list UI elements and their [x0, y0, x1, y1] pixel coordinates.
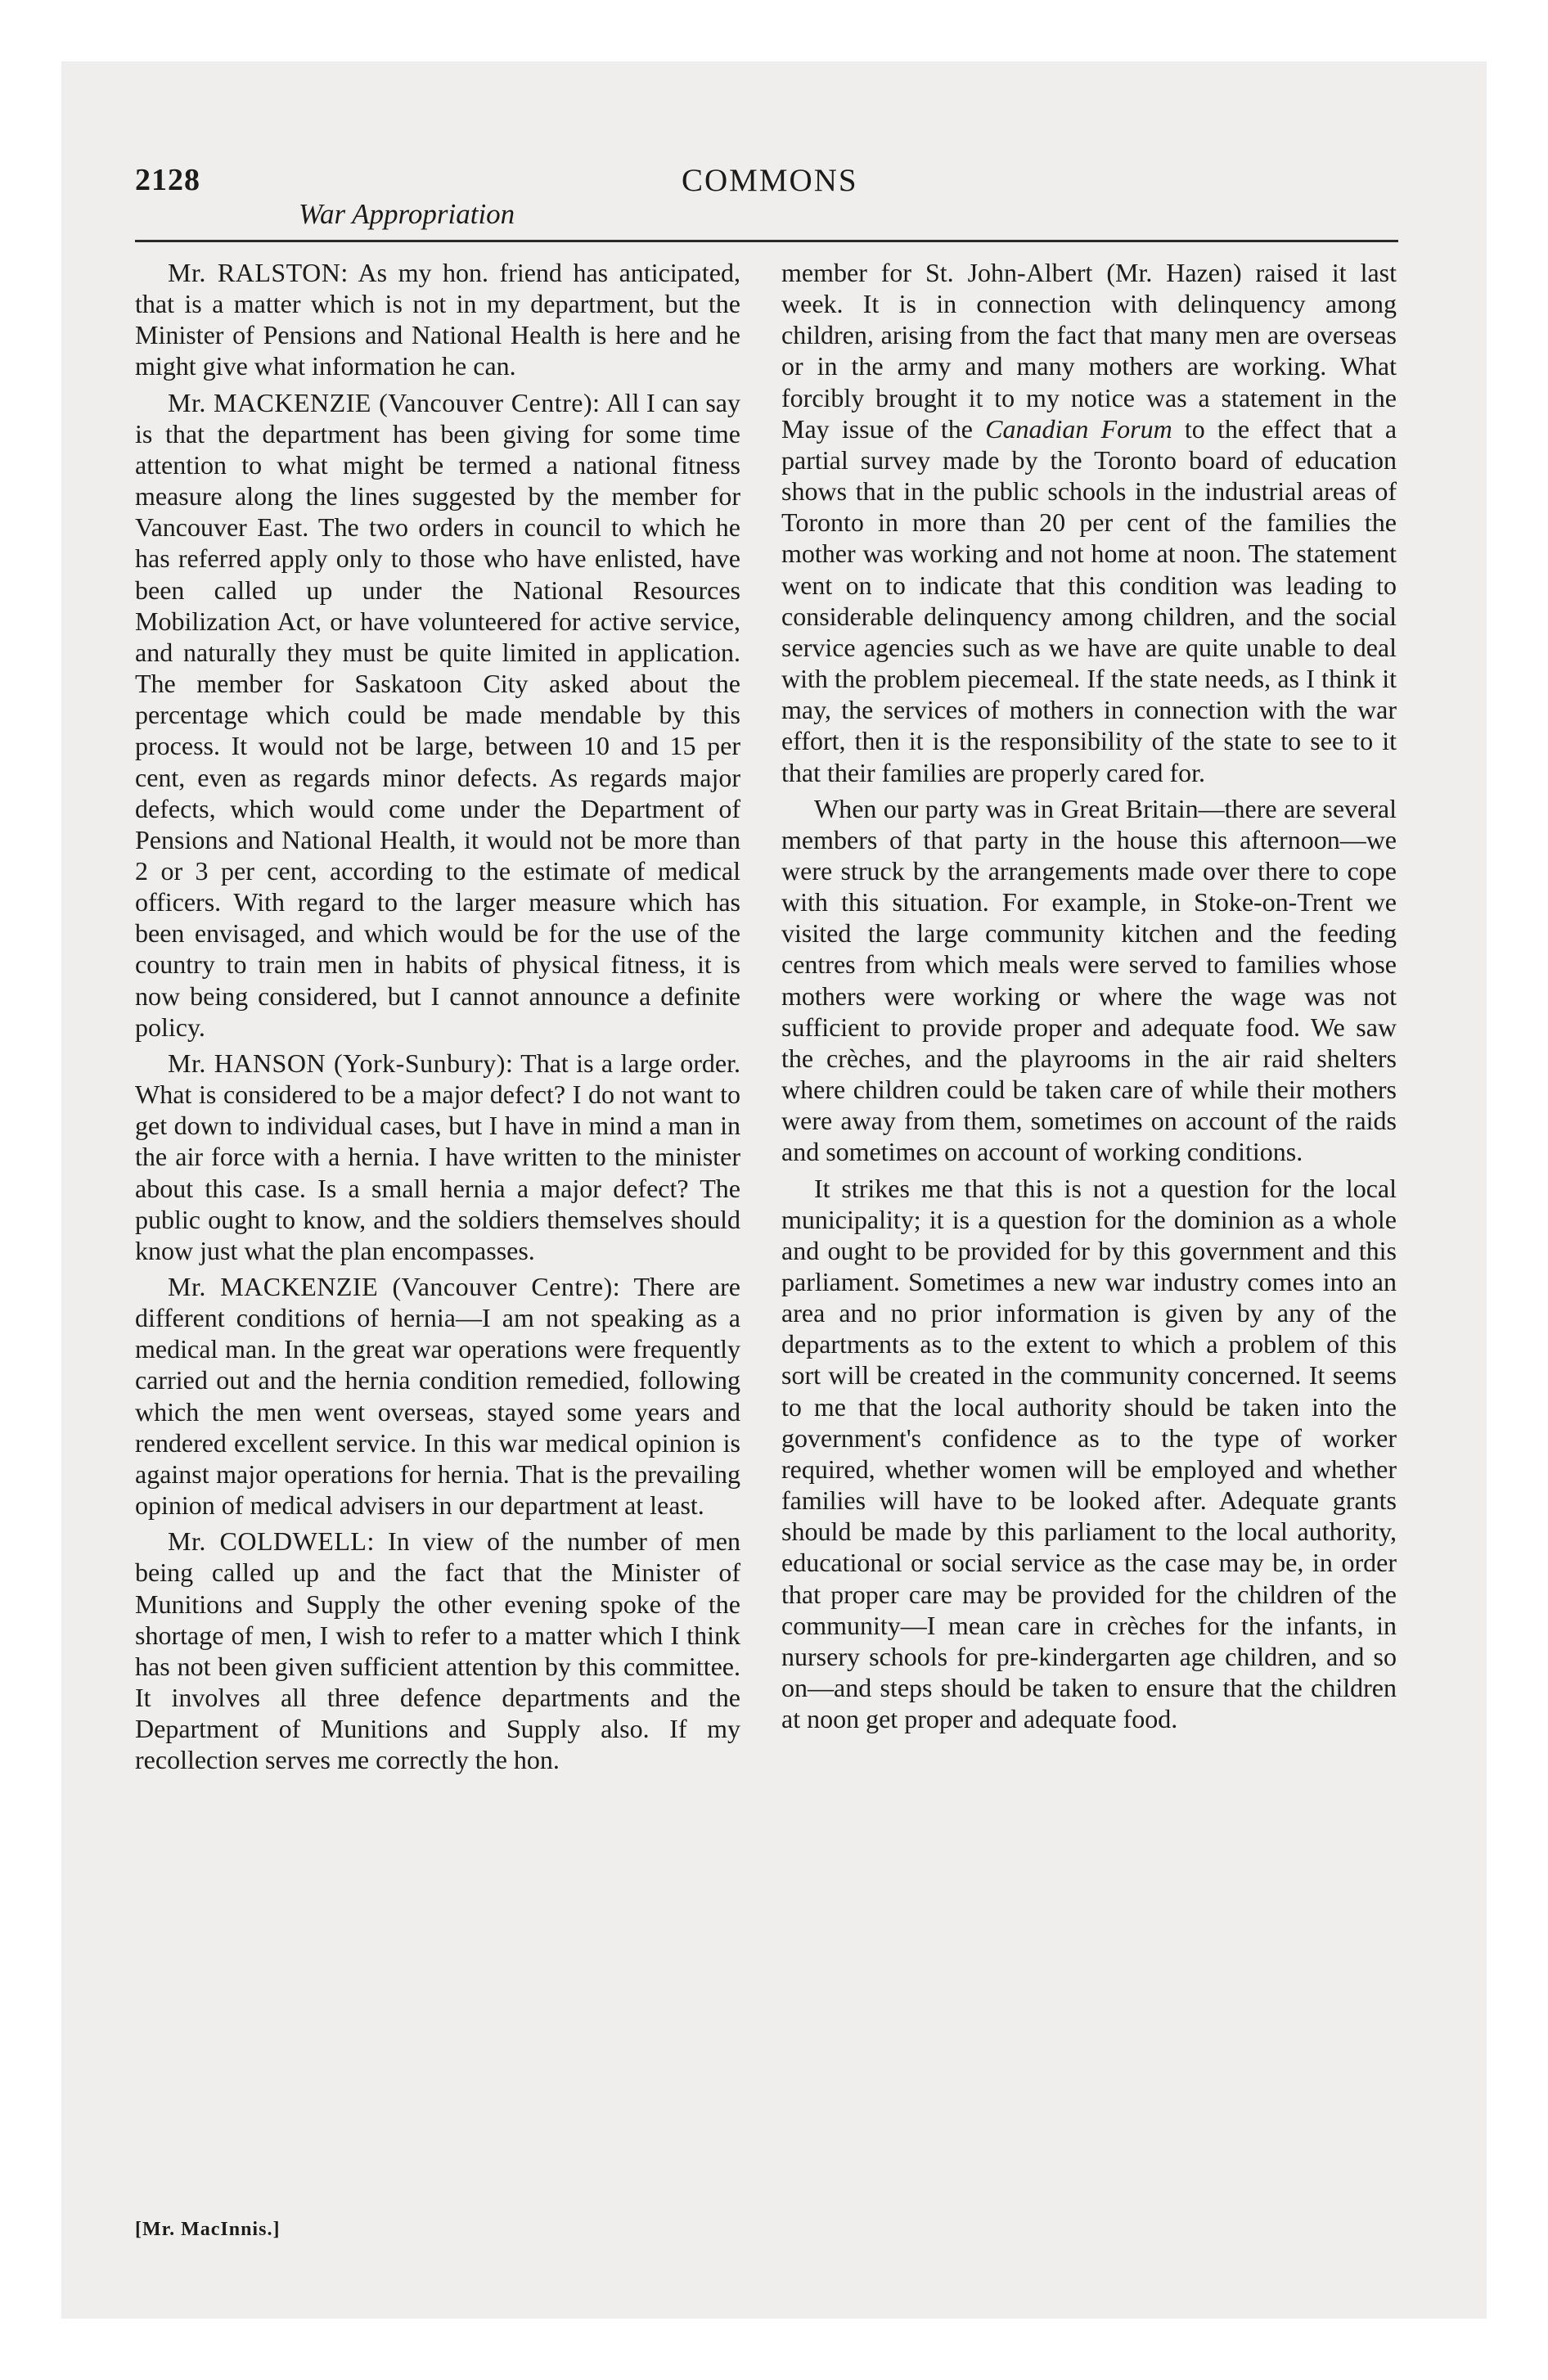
paragraph — [135, 1526, 740, 1775]
paragraph — [135, 1048, 740, 1266]
paragraph — [135, 1271, 740, 1521]
publication-title: Canadian Forum — [985, 413, 1172, 444]
paragraph — [135, 257, 740, 382]
running-title: War Appropriation — [299, 198, 515, 230]
speaker-name: Mr. MACKENZIE (Vancouver Centre): — [168, 387, 601, 417]
speaker-name: Mr. RALSTON: — [168, 258, 349, 287]
speaker-name: Mr. COLDWELL: — [168, 1526, 375, 1557]
speech-text: There are different conditions of hernia—I am not speaking as a medical man. In the great war operations were frequently carried out and the hernia condition remedied, following which the men went overseas, stayed some years and rendered excellent service. In this war medical opinion is against major operations for hernia. That is the prevailing opinion of medical advisers in our department at least. — [135, 1272, 741, 1521]
paragraph — [135, 387, 740, 1043]
speech-text: member for St. John-Albert (Mr. Hazen) raised it last week. It is in connection with delinquency among children, arising from the fact that many men are overseas or in the army and many mothers are working. What forcibly brought it to my notice was a statement in the May issue of the — [781, 258, 1397, 444]
paragraph — [781, 793, 1397, 1168]
chamber-heading: COMMONS — [682, 163, 858, 198]
speech-text: That is a large order. What is considered to be a major defect? I do not want to get down to individual cases, but I have in mind a man in the air force with a hernia. I have written to the minister about this case. Is a small hernia a major defect? The public ought to know, and the soldiers themselves should know just what the plan encompasses. — [135, 1048, 741, 1265]
speech-text: All I can say is that the department has been giving for some time attention to what might be termed a national fitness measure along the lines suggested by the member for Vancouver East. The two orders in council to which he has referred apply only to those who have enlisted, have been called up under the National Resources Mobilization Act, or have volunteered for active service, and naturally they must be quite limited in application. The member for Saskatoon City asked about the percentage which could be made mendable by this process. It would not be large, between 10 and 15 per cent, even as regards minor defects. As regards major defects, which would come under the Department of Pensions and National Health, it would not be more than 2 or 3 per cent, according to the estimate of medical officers. With regard to the larger measure which has been envisaged, and which would be for the use of the country to train men in habits of physical fitness, it is now being considered, but I cannot announce a definite policy. — [135, 387, 741, 1042]
speech-text: It strikes me that this is not a question for the local municipality; it is a question for the dominion as a whole and ought to be provided for by this government and this parliament. Sometimes a new war industry comes into an area and no prior information is given by any of the departments as to the extent to which a problem of this sort will be created in the community concerned. It seems to me that the local authority should be taken into the government's confidence as to the type of worker required, whether women will be employed and whether families will have to be looked after. Adequate grants should be made by this parliament to the local authority, educational or social service as the case may be, in order that proper care may be provided for the children of the community—I mean care in crèches for the infants, in nursery schools for pre-kindergarten age children, and so on—and steps should be taken to ensure that the children at noon get proper and adequate food. — [781, 1173, 1397, 1734]
speech-text: When our party was in Great Britain—there are several members of that party in the house this afternoon—we were struck by the arrangements made over there to cope with this situation. For example, in Stoke-on-Trent we visited the large community kitchen and the feeding centres from which meals were served to families whose mothers were working or where the wage was not sufficient to provide proper and adequate food. We saw the crèches, and the playrooms in the air raid shelters where children could be taken care of while their mothers were away from them, sometimes on account of the raids and sometimes on account of working conditions. — [781, 793, 1397, 1167]
paragraph — [781, 257, 1397, 788]
page-number: 2128 — [135, 163, 200, 197]
speaker-name: Mr. MACKENZIE (Vancouver Centre): — [168, 1272, 621, 1301]
speech-text: to the effect that a partial survey made by the Toronto board of education shows that in the public schools in the industrial areas of Toronto in more than 20 per cent of the families the mother was working and not home at noon. The statement went on to indicate that this condition was leading to considerable delinquency among children, and the social service agencies such as we have are quite unable to deal with the problem piecemeal. If the state needs, as I think it may, the services of mothers in connection with the war effort, then it is the responsibility of the state to see to it that their families are properly cared for. — [781, 413, 1397, 787]
header-rule — [135, 240, 1398, 242]
speaker-name: Mr. HANSON (York-Sunbury): — [168, 1048, 514, 1078]
footer-speaker-note: [Mr. MacInnis.] — [135, 2219, 281, 2240]
paragraph — [781, 1173, 1397, 1735]
right-column — [781, 257, 1397, 1739]
speech-text: As my hon. friend has anticipated, that is a matter which is not in my department, but the Minister of Pensions and National Health is here and he might give what information he can. — [135, 258, 741, 381]
left-column — [135, 257, 740, 1781]
speech-text: In view of the number of men being called up and the fact that the Minister of Munitions and Supply the other evening spoke of the shortage of men, I wish to refer to a matter which I think has not been given sufficient attention by this committee. It involves all three defence departments and the Department of Munitions and Supply also. If my recollection serves me correctly the hon. — [135, 1526, 741, 1775]
